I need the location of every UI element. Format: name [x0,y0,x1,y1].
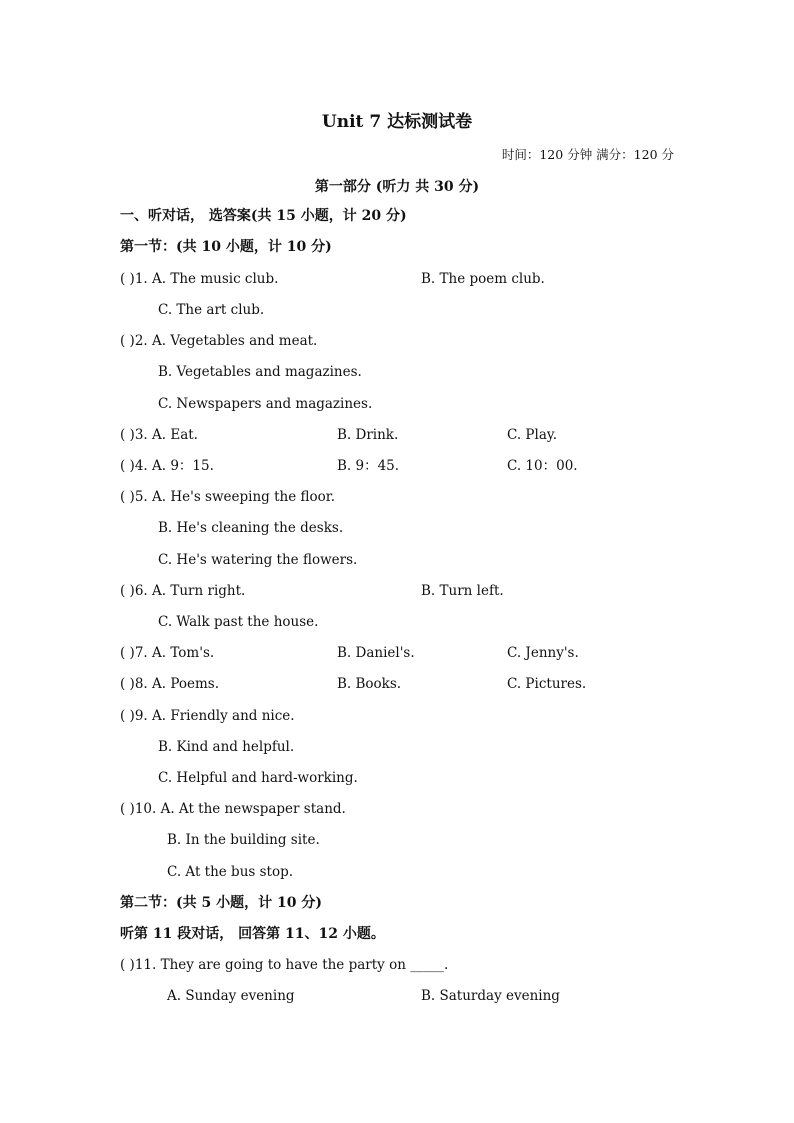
section-heading: 一、听对话， 选答案(共 15 小题，计 20 分) [120,208,407,224]
option-b: B. Saturday evening [421,988,560,1004]
option-c: C. Helpful and hard-working. [158,770,358,786]
question-number: ( )8. [120,676,148,692]
question-5 [120,487,335,507]
question-8 [120,674,219,694]
option-b: B. Books. [337,676,402,692]
question-11 [120,955,448,975]
option-b: B. Turn left. [421,583,504,599]
question-number: ( )7. [120,645,148,661]
option-b: B. He's cleaning the desks. [158,520,344,536]
question-number: ( )1. [120,271,148,287]
option-c: C. Jenny's. [507,645,579,661]
question-stem: They are going to have the party on _____. [160,957,449,973]
option-c: C. The art club. [158,302,265,318]
instruction: 听第 11 段对话， 回答第 11、12 小题。 [120,926,385,942]
question-4 [120,456,214,476]
option-b: B. 9：45. [337,458,400,474]
part-heading: 第一部分 (听力 共 30 分) [314,179,480,195]
question-number: ( )5. [120,489,148,505]
question-number: ( )2. [120,333,148,349]
subsection-heading: 第二节：(共 5 小题，计 10 分) [120,895,322,911]
option-b: B. Daniel's. [337,645,415,661]
option-c: C. He's watering the flowers. [158,552,358,568]
option-c: C. Walk past the house. [158,614,319,630]
page-title: Unit 7 达标测试卷 [321,112,473,132]
option-a: A. Vegetables and meat. [152,333,318,349]
option-a: A. Friendly and nice. [152,708,295,724]
question-2 [120,331,317,351]
question-3 [120,425,198,445]
question-number: ( )4. [120,458,148,474]
question-number: ( )3. [120,427,148,443]
question-7 [120,643,214,663]
option-c: C. Play. [507,427,558,443]
option-b: B. In the building site. [167,832,320,848]
option-a: A. Turn right. [152,583,246,599]
question-6 [120,581,245,601]
subsection-heading: 第一节：(共 10 小题，计 10 分) [120,239,332,255]
option-c: C. Newspapers and magazines. [158,396,373,412]
option-c: C. At the bus stop. [167,864,294,880]
question-9 [120,706,295,726]
option-a: A. The music club. [152,271,279,287]
question-10 [120,799,346,819]
option-b: B. The poem club. [421,271,545,287]
option-a: A. 9：15. [152,458,214,474]
option-a: A. At the newspaper stand. [160,801,346,817]
option-a: A. Poems. [152,676,220,692]
option-b: B. Kind and helpful. [158,739,295,755]
option-a: A. Eat. [152,427,198,443]
question-number: ( )11. [120,957,157,973]
option-c: C. Pictures. [507,676,587,692]
option-a: A. Tom's. [152,645,215,661]
option-b: B. Vegetables and magazines. [158,364,362,380]
question-number: ( )10. [120,801,157,817]
option-a: A. He's sweeping the floor. [152,489,336,505]
option-c: C. 10：00. [507,458,578,474]
question-number: ( )9. [120,708,148,724]
option-b: B. Drink. [337,427,399,443]
question-number: ( )6. [120,583,148,599]
option-a: A. Sunday evening [167,988,295,1004]
question-1 [120,269,278,289]
exam-meta: 时间：120 分钟 满分：120 分 [501,147,674,162]
